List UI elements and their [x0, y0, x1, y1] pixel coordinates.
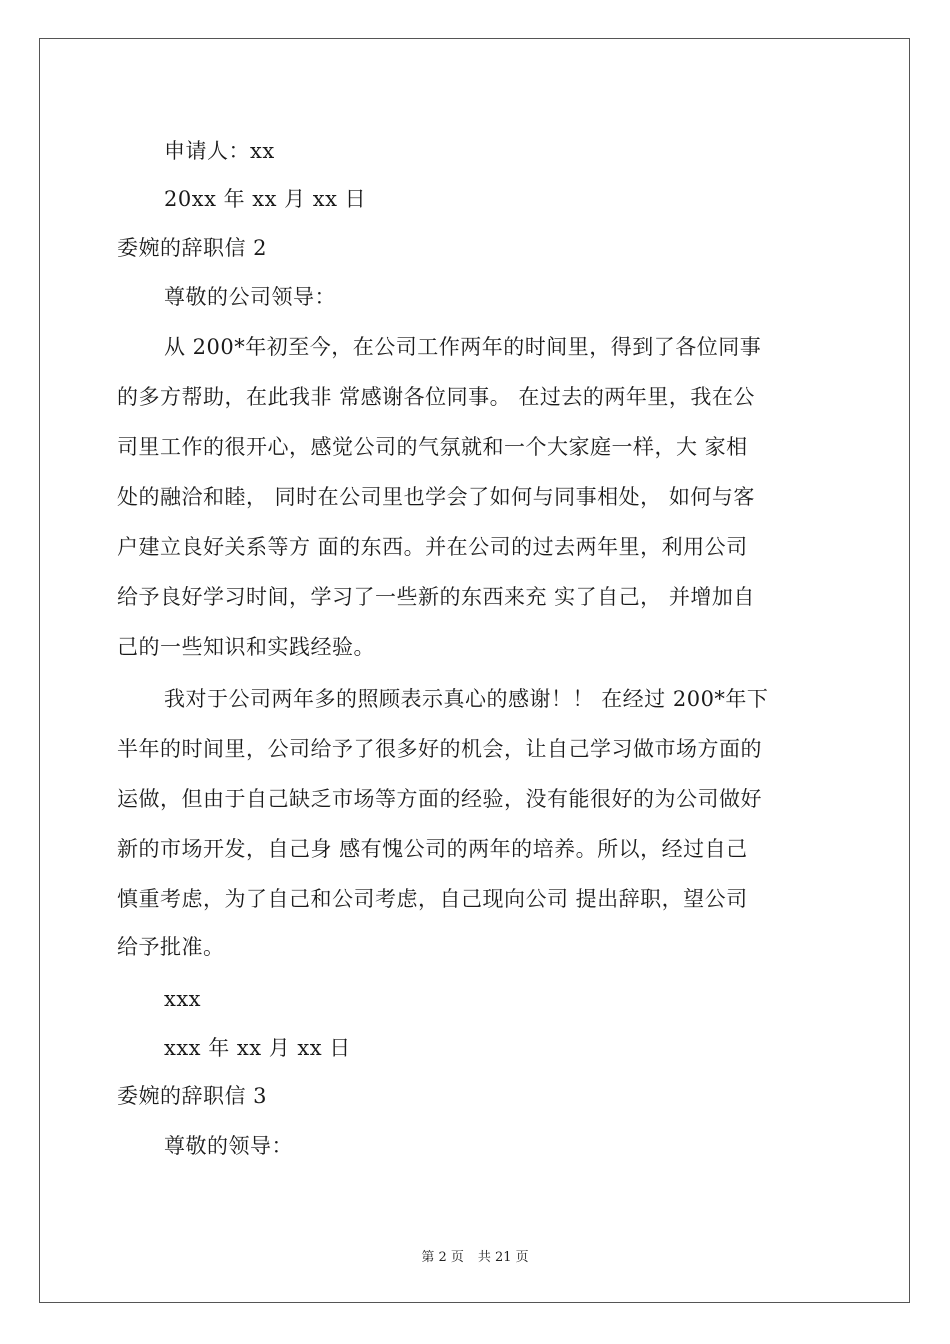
- section-heading-2: 委婉的辞职信 2: [117, 236, 268, 260]
- page-number: 第 2 页: [421, 1250, 464, 1265]
- paragraph-line: 从 200*年初至今，在公司工作两年的时间里，得到了各位同事: [164, 335, 762, 359]
- paragraph-line: 司里工作的很开心，感觉公司的气氛就和一个大家庭一样，大 家相: [117, 435, 748, 459]
- section-heading-3: 委婉的辞职信 3: [117, 1084, 268, 1108]
- page-total: 共 21 页: [477, 1250, 529, 1265]
- paragraph-line: 半年的时间里，公司给予了很多好的机会，让自己学习做市场方面的: [117, 737, 762, 761]
- paragraph-line: 给予良好学习时间，学习了一些新的东西来充 实了自己， 并增加自: [117, 585, 755, 609]
- paragraph-line: 我对于公司两年多的照顾表示真心的感谢！！ 在经过 200*年下: [164, 687, 769, 711]
- paragraph-line: 新的市场开发，自己身 感有愧公司的两年的培养。所以，经过自己: [117, 837, 748, 861]
- paragraph-line: 己的一些知识和实践经验。: [117, 635, 375, 659]
- paragraph-line: 给予批准。: [117, 935, 225, 959]
- paragraph-line: 运做，但由于自己缺乏市场等方面的经验，没有能很好的为公司做好: [117, 787, 762, 811]
- signature-line: xxx: [164, 987, 202, 1011]
- applicant-line: 申请人：xx: [164, 139, 275, 163]
- paragraph-line: 慎重考虑，为了自己和公司考虑，自己现向公司 提出辞职，望公司: [117, 887, 748, 911]
- paragraph-line: 处的融洽和睦， 同时在公司里也学会了如何与同事相处， 如何与客: [117, 485, 755, 509]
- signature-date-line: xxx 年 xx 月 xx 日: [164, 1036, 351, 1060]
- page-border: [39, 38, 910, 1303]
- date-line: 20xx 年 xx 月 xx 日: [164, 187, 367, 211]
- page-footer: [0, 1246, 950, 1265]
- paragraph-line: 户建立良好关系等方 面的东西。并在公司的过去两年里，利用公司: [117, 535, 748, 559]
- salutation-line: 尊敬的公司领导：: [164, 285, 336, 309]
- paragraph-line: 的多方帮助，在此我非 常感谢各位同事。 在过去的两年里，我在公: [117, 385, 755, 409]
- salutation-line-2: 尊敬的领导：: [164, 1134, 293, 1158]
